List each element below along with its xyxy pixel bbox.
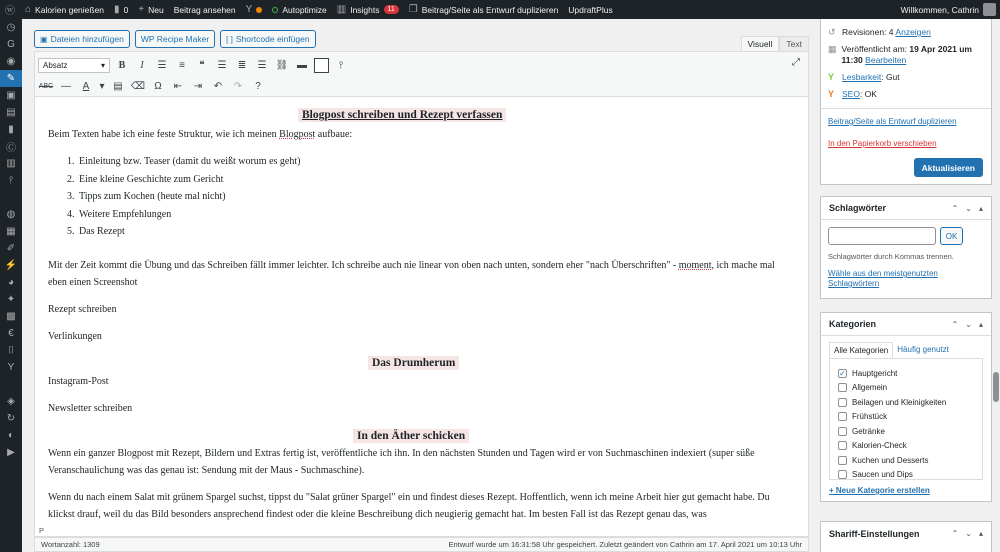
clear-format-icon[interactable]: ⌫ bbox=[130, 80, 146, 92]
add-files-button[interactable]: ▣ Dateien hinzufügen bbox=[34, 30, 130, 48]
horizontal-line-icon[interactable]: — bbox=[61, 80, 71, 92]
category-item[interactable] bbox=[838, 453, 982, 468]
users-icon[interactable]: ◕ bbox=[7, 277, 15, 288]
category-item[interactable] bbox=[838, 366, 982, 381]
sync-icon[interactable]: ↻ bbox=[6, 413, 16, 424]
outdent-icon[interactable]: ⇤ bbox=[173, 80, 183, 92]
wordpress-icon: ⓦ bbox=[5, 6, 15, 17]
appearance-brush-icon[interactable]: ✐ bbox=[6, 243, 16, 254]
plus-icon: + bbox=[138, 4, 145, 15]
revisions-link[interactable]: Anzeigen bbox=[895, 27, 931, 37]
numbered-list-icon[interactable]: ≡ bbox=[179, 59, 185, 71]
paste-text-icon[interactable]: ▤ bbox=[113, 80, 123, 92]
move-up-icon[interactable]: ⌃ bbox=[951, 319, 959, 329]
autoptimize-label: Autoptimize bbox=[282, 4, 327, 15]
comment-icon: ▮ bbox=[114, 4, 120, 15]
move-down-icon[interactable]: ⌄ bbox=[965, 319, 972, 329]
recipes-fork-knife-icon[interactable]: ⫯ bbox=[8, 175, 14, 186]
euro-icon[interactable]: € bbox=[8, 328, 14, 339]
calendar-icon: ▦ bbox=[828, 44, 837, 54]
toggle-panel-icon[interactable]: ▴ bbox=[978, 319, 983, 329]
move-up-icon[interactable]: ⌃ bbox=[951, 203, 959, 213]
plugins-icon[interactable]: ⚡ bbox=[4, 260, 18, 271]
chart-icon: ▥ bbox=[336, 4, 347, 15]
seo-link[interactable]: SEO bbox=[842, 89, 860, 99]
paragraph-newsletter: Newsletter schreiben bbox=[48, 403, 133, 414]
tab-frequent-categories[interactable]: Häufig genutzt bbox=[897, 345, 949, 354]
element-path[interactable]: P bbox=[39, 526, 45, 535]
readability-row: Y Lesbarkeit: Gut bbox=[828, 72, 900, 82]
category-checkbox[interactable] bbox=[838, 441, 847, 450]
google-icon[interactable]: G bbox=[7, 39, 15, 50]
category-item[interactable] bbox=[838, 439, 982, 454]
stats-icon[interactable]: ▥ bbox=[6, 158, 16, 169]
list-item: 3. Tipps zum Kochen (heute mal nicht) bbox=[77, 188, 300, 206]
move-up-icon[interactable]: ⌃ bbox=[951, 529, 959, 538]
comments-icon[interactable]: ▮ bbox=[8, 124, 14, 135]
category-item[interactable] bbox=[838, 395, 982, 410]
cv-icon[interactable]: Ⓒ bbox=[6, 143, 16, 154]
italic-icon[interactable]: I bbox=[140, 59, 144, 71]
view-post-link[interactable] bbox=[169, 0, 241, 19]
category-checkbox[interactable] bbox=[838, 412, 847, 421]
media-icon[interactable]: ▣ bbox=[6, 90, 16, 101]
site-name-link[interactable] bbox=[20, 0, 109, 19]
insights-menu[interactable] bbox=[332, 0, 404, 19]
jetpack-icon[interactable]: ◉ bbox=[6, 56, 16, 67]
category-item[interactable] bbox=[838, 381, 982, 396]
add-category-link[interactable]: + Neue Kategorie erstellen bbox=[829, 486, 930, 495]
text-color-icon[interactable]: A bbox=[82, 80, 90, 92]
paragraph-links: Verlinkungen bbox=[48, 331, 102, 342]
category-label: Hauptgericht bbox=[852, 368, 898, 378]
category-item[interactable] bbox=[838, 468, 982, 481]
toolbar-row-1 bbox=[38, 55, 349, 75]
settings-icon[interactable]: ▩ bbox=[6, 311, 16, 322]
bullet-list-icon[interactable]: ☰ bbox=[157, 59, 167, 71]
templates-icon[interactable]: ▦ bbox=[6, 226, 16, 237]
duplicate-label: Beitrag/Seite als Entwurf duplizieren bbox=[421, 4, 559, 15]
spacer2-icon bbox=[0, 376, 22, 393]
tags-input-row bbox=[821, 220, 991, 245]
word-count: Wortanzahl: 1309 bbox=[41, 540, 100, 549]
category-label: Allgemein bbox=[852, 383, 888, 393]
pages-icon[interactable]: ▤ bbox=[6, 107, 16, 118]
category-item[interactable] bbox=[838, 424, 982, 439]
readability-icon: Y bbox=[828, 72, 835, 82]
category-checklist[interactable] bbox=[829, 358, 983, 480]
page-scrollbar[interactable] bbox=[992, 19, 1000, 552]
paragraph-practice: Mit der Zeit kommt die Übung und das Schreiben fällt immer leichter. Ich schreibe auch nie linear von oben nach unten, sondern eher "nach Überschriften" - moment, ich mache mal eben einen Screenshot bbox=[48, 260, 775, 288]
scrollbar-thumb[interactable] bbox=[993, 372, 999, 402]
list-item: 5. Das Rezept bbox=[77, 223, 300, 241]
heading-drumherum: Das Drumherum bbox=[368, 356, 459, 370]
paragraph-publish: Wenn ein ganzer Blogpost mit Rezept, Bildern und Extras fertig ist, veröffentliche ich ihn. In den nächsten Stunden und Tagen wird er von Suchmaschinen indexiert (super süße Veranschaulichung was das genau ist: Sendung mit der Maus - Suchmaschine). bbox=[48, 448, 755, 476]
category-checkbox[interactable] bbox=[838, 383, 847, 392]
backup-icon[interactable]: ◐ bbox=[7, 430, 15, 441]
elementor-icon[interactable]: ◍ bbox=[6, 209, 16, 220]
editor-tabs bbox=[741, 36, 809, 51]
list-item: 4. Weitere Empfehlungen bbox=[77, 206, 300, 224]
paragraph-recipe: Rezept schreiben bbox=[48, 304, 117, 315]
tags-choose-section bbox=[821, 261, 991, 289]
published-row: ▦ Veröffentlicht am: 19 Apr 2021 um 11:30 Bearbeiten bbox=[828, 44, 972, 65]
posts-pin-icon[interactable]: ✎ bbox=[0, 70, 22, 87]
comments-count: 0 bbox=[123, 4, 129, 15]
move-down-icon[interactable]: ⌄ bbox=[965, 203, 972, 213]
tags-ok-button[interactable]: OK bbox=[940, 227, 963, 245]
add-category-section bbox=[821, 480, 991, 495]
revisions-clock-icon: ↺ bbox=[828, 27, 836, 37]
indent-icon[interactable]: ⇥ bbox=[193, 80, 203, 92]
category-label: Frühstück bbox=[852, 412, 888, 422]
toggle-panel-icon[interactable]: ▴ bbox=[978, 203, 983, 213]
category-checkbox[interactable] bbox=[838, 456, 847, 465]
redo-icon[interactable]: ↷ bbox=[233, 80, 243, 92]
fork-knife-icon[interactable]: ⫯ bbox=[338, 59, 344, 71]
insights-label: Insights bbox=[350, 4, 380, 15]
shield-icon[interactable]: ◈ bbox=[7, 396, 15, 407]
account-menu[interactable] bbox=[901, 3, 1000, 16]
media-add-icon: ▣ bbox=[40, 34, 48, 44]
home-icon: ⌂ bbox=[25, 4, 32, 15]
post-editor bbox=[34, 30, 809, 552]
editor-content[interactable] bbox=[34, 97, 809, 537]
yoast-menu-icon[interactable]: Y bbox=[7, 362, 15, 373]
seo-status-dot bbox=[256, 7, 262, 13]
heading-aether: In den Äther schicken bbox=[353, 429, 469, 443]
category-label: Getränke bbox=[852, 426, 885, 436]
help-icon[interactable]: ? bbox=[255, 80, 261, 92]
format-select[interactable]: Absatz ▾ bbox=[38, 58, 110, 73]
heading-blogpost: Blogpost schreiben und Rezept verfassen bbox=[298, 108, 506, 122]
paragraph-intro: Beim Texten habe ich eine feste Struktur, wie ich meinen Blogpost aufbaue: bbox=[48, 129, 353, 140]
updraftplus-menu[interactable] bbox=[563, 0, 617, 19]
recipe-maker-button[interactable]: WP Recipe Maker bbox=[135, 30, 215, 48]
fullscreen-icon[interactable]: ⤢ bbox=[792, 57, 800, 68]
shariff-header: Shariff-Einstellungen ⌃ ⌄ ▴ bbox=[829, 528, 983, 539]
tools-wrench-icon[interactable]: ✦ bbox=[6, 294, 16, 305]
wordpress-logo-button[interactable] bbox=[0, 0, 20, 19]
welcome-text: Willkommen, Cathrin bbox=[900, 4, 979, 15]
site-name: Kalorien genießen bbox=[35, 4, 105, 15]
admin-bar bbox=[0, 0, 1000, 19]
seo-icon: Y bbox=[828, 89, 835, 99]
category-label: Kalorien-Check bbox=[852, 441, 907, 451]
duplicate-menu[interactable] bbox=[404, 0, 564, 19]
publish-box bbox=[820, 19, 992, 185]
editor-toolbar bbox=[34, 51, 809, 97]
bracket-icon[interactable]: ⌷ bbox=[8, 345, 14, 356]
list-item: 1. Einleitung bzw. Teaser (damit du weißt worum es geht) bbox=[77, 153, 300, 171]
structure-list bbox=[77, 153, 300, 241]
shortcode-button[interactable]: [ ] Shortcode einfügen bbox=[220, 30, 315, 48]
fullwidth-box-icon[interactable] bbox=[314, 58, 329, 73]
copy-icon: ❐ bbox=[408, 4, 418, 15]
bracket-icon: [ ] bbox=[226, 34, 233, 44]
special-char-icon[interactable]: Ω bbox=[154, 80, 162, 92]
dashboard-icon[interactable]: ◷ bbox=[6, 22, 16, 33]
spacer-icon bbox=[0, 189, 22, 206]
tab-visual[interactable]: Visuell bbox=[741, 36, 780, 51]
updraftplus-label: UpdraftPlus bbox=[568, 4, 613, 15]
media-buttons bbox=[34, 30, 316, 48]
toolbar-row-2 bbox=[38, 76, 266, 96]
choose-tags-link[interactable]: Wähle aus den meistgenutzten Schlagwörtern bbox=[828, 269, 938, 288]
link-icon[interactable]: ⛓ bbox=[275, 59, 289, 71]
blockquote-icon[interactable]: ❝ bbox=[199, 59, 205, 71]
paragraph-instagram: Instagram-Post bbox=[48, 376, 109, 387]
trash-section bbox=[821, 126, 991, 148]
seo-row: Y SEO: OK bbox=[828, 89, 877, 99]
category-checkbox[interactable] bbox=[838, 398, 847, 407]
avatar bbox=[983, 3, 996, 16]
chevron-down-icon[interactable]: ▾ bbox=[99, 80, 105, 92]
editor-statusbar bbox=[34, 537, 809, 552]
paragraph-search: Wenn du nach einem Salat mit grünem Spargel suchst, tippst du "Salat grüner Spargel" ein und findest dieses Rezept. Hoffentlich, wenn ich meine Arbeit hier gut gemacht habe. Du klickst drauf, weil du das Bild besonders ansprechend findest oder die kleine Beschreibung dich neugierig gemacht hat. Im besten Fall ist das Rezept genau das, was bbox=[48, 492, 770, 520]
readability-link[interactable]: Lesbarkeit bbox=[842, 72, 882, 82]
update-button[interactable]: Aktualisieren bbox=[914, 158, 983, 177]
categories-header: Kategorien ⌃ ⌄ ▴ bbox=[821, 313, 991, 336]
list-item: 2. Eine kleine Geschichte zum Gericht bbox=[77, 171, 300, 189]
collapse-play-icon[interactable]: ▶ bbox=[7, 447, 15, 458]
revisions-row: ↺ Revisionen: 4 Anzeigen bbox=[828, 27, 931, 37]
align-left-icon[interactable]: ☰ bbox=[217, 59, 227, 71]
yoast-icon: Y bbox=[245, 4, 253, 15]
category-label: Saucen und Dips bbox=[852, 470, 913, 480]
category-checkbox[interactable] bbox=[838, 427, 847, 436]
tab-all-categories[interactable]: Alle Kategorien bbox=[829, 342, 893, 358]
read-more-icon[interactable]: ▬ bbox=[297, 59, 307, 71]
categories-box bbox=[820, 312, 992, 502]
tags-hint: Schlagwörter durch Kommas trennen. bbox=[828, 252, 954, 261]
shariff-box bbox=[820, 521, 992, 552]
category-item[interactable] bbox=[838, 410, 982, 425]
new-label: Neu bbox=[148, 4, 164, 15]
strikethrough-icon[interactable]: ABC bbox=[38, 82, 54, 90]
category-label: Beilagen und Kleinigkeiten bbox=[852, 397, 947, 407]
admin-sidebar-menu bbox=[0, 19, 22, 552]
autosave-status: Entwurf wurde um 16:31:58 Uhr gespeichert. Zuletzt geändert von Cathrin am 17. April 2021 um 10:13 Uhr bbox=[448, 540, 802, 549]
align-center-icon[interactable]: ≣ bbox=[237, 59, 247, 71]
insights-badge: 11 bbox=[384, 5, 399, 14]
duplicate-draft-link[interactable]: Beitrag/Seite als Entwurf duplizieren bbox=[828, 117, 957, 126]
comments-link[interactable] bbox=[109, 0, 133, 19]
tags-input[interactable] bbox=[828, 227, 936, 245]
align-right-icon[interactable]: ☰ bbox=[257, 59, 267, 71]
move-down-icon[interactable]: ⌄ bbox=[965, 529, 972, 538]
autoptimize-status-icon bbox=[272, 7, 278, 13]
tab-text[interactable]: Text bbox=[779, 36, 809, 51]
undo-icon[interactable]: ↶ bbox=[213, 80, 223, 92]
trash-link[interactable]: In den Papierkorb verschieben bbox=[828, 139, 937, 148]
tags-header: Schlagwörter ⌃ ⌄ ▴ bbox=[821, 197, 991, 220]
category-checkbox[interactable] bbox=[838, 470, 847, 479]
category-label: Kuchen und Desserts bbox=[852, 455, 929, 465]
chevron-down-icon: ▾ bbox=[100, 60, 105, 70]
bold-icon[interactable]: B bbox=[118, 59, 126, 71]
edit-date-link[interactable]: Bearbeiten bbox=[865, 55, 907, 65]
view-post-label: Beitrag ansehen bbox=[173, 4, 236, 15]
new-content-link[interactable] bbox=[133, 0, 168, 19]
autoptimize-menu[interactable] bbox=[267, 0, 331, 19]
yoast-menu[interactable] bbox=[241, 0, 268, 19]
toggle-panel-icon[interactable]: ▴ bbox=[978, 529, 983, 538]
category-checkbox[interactable]: ✓ bbox=[839, 368, 846, 378]
duplicate-section bbox=[821, 108, 991, 126]
tags-box bbox=[820, 196, 992, 299]
category-tabs bbox=[829, 342, 983, 358]
